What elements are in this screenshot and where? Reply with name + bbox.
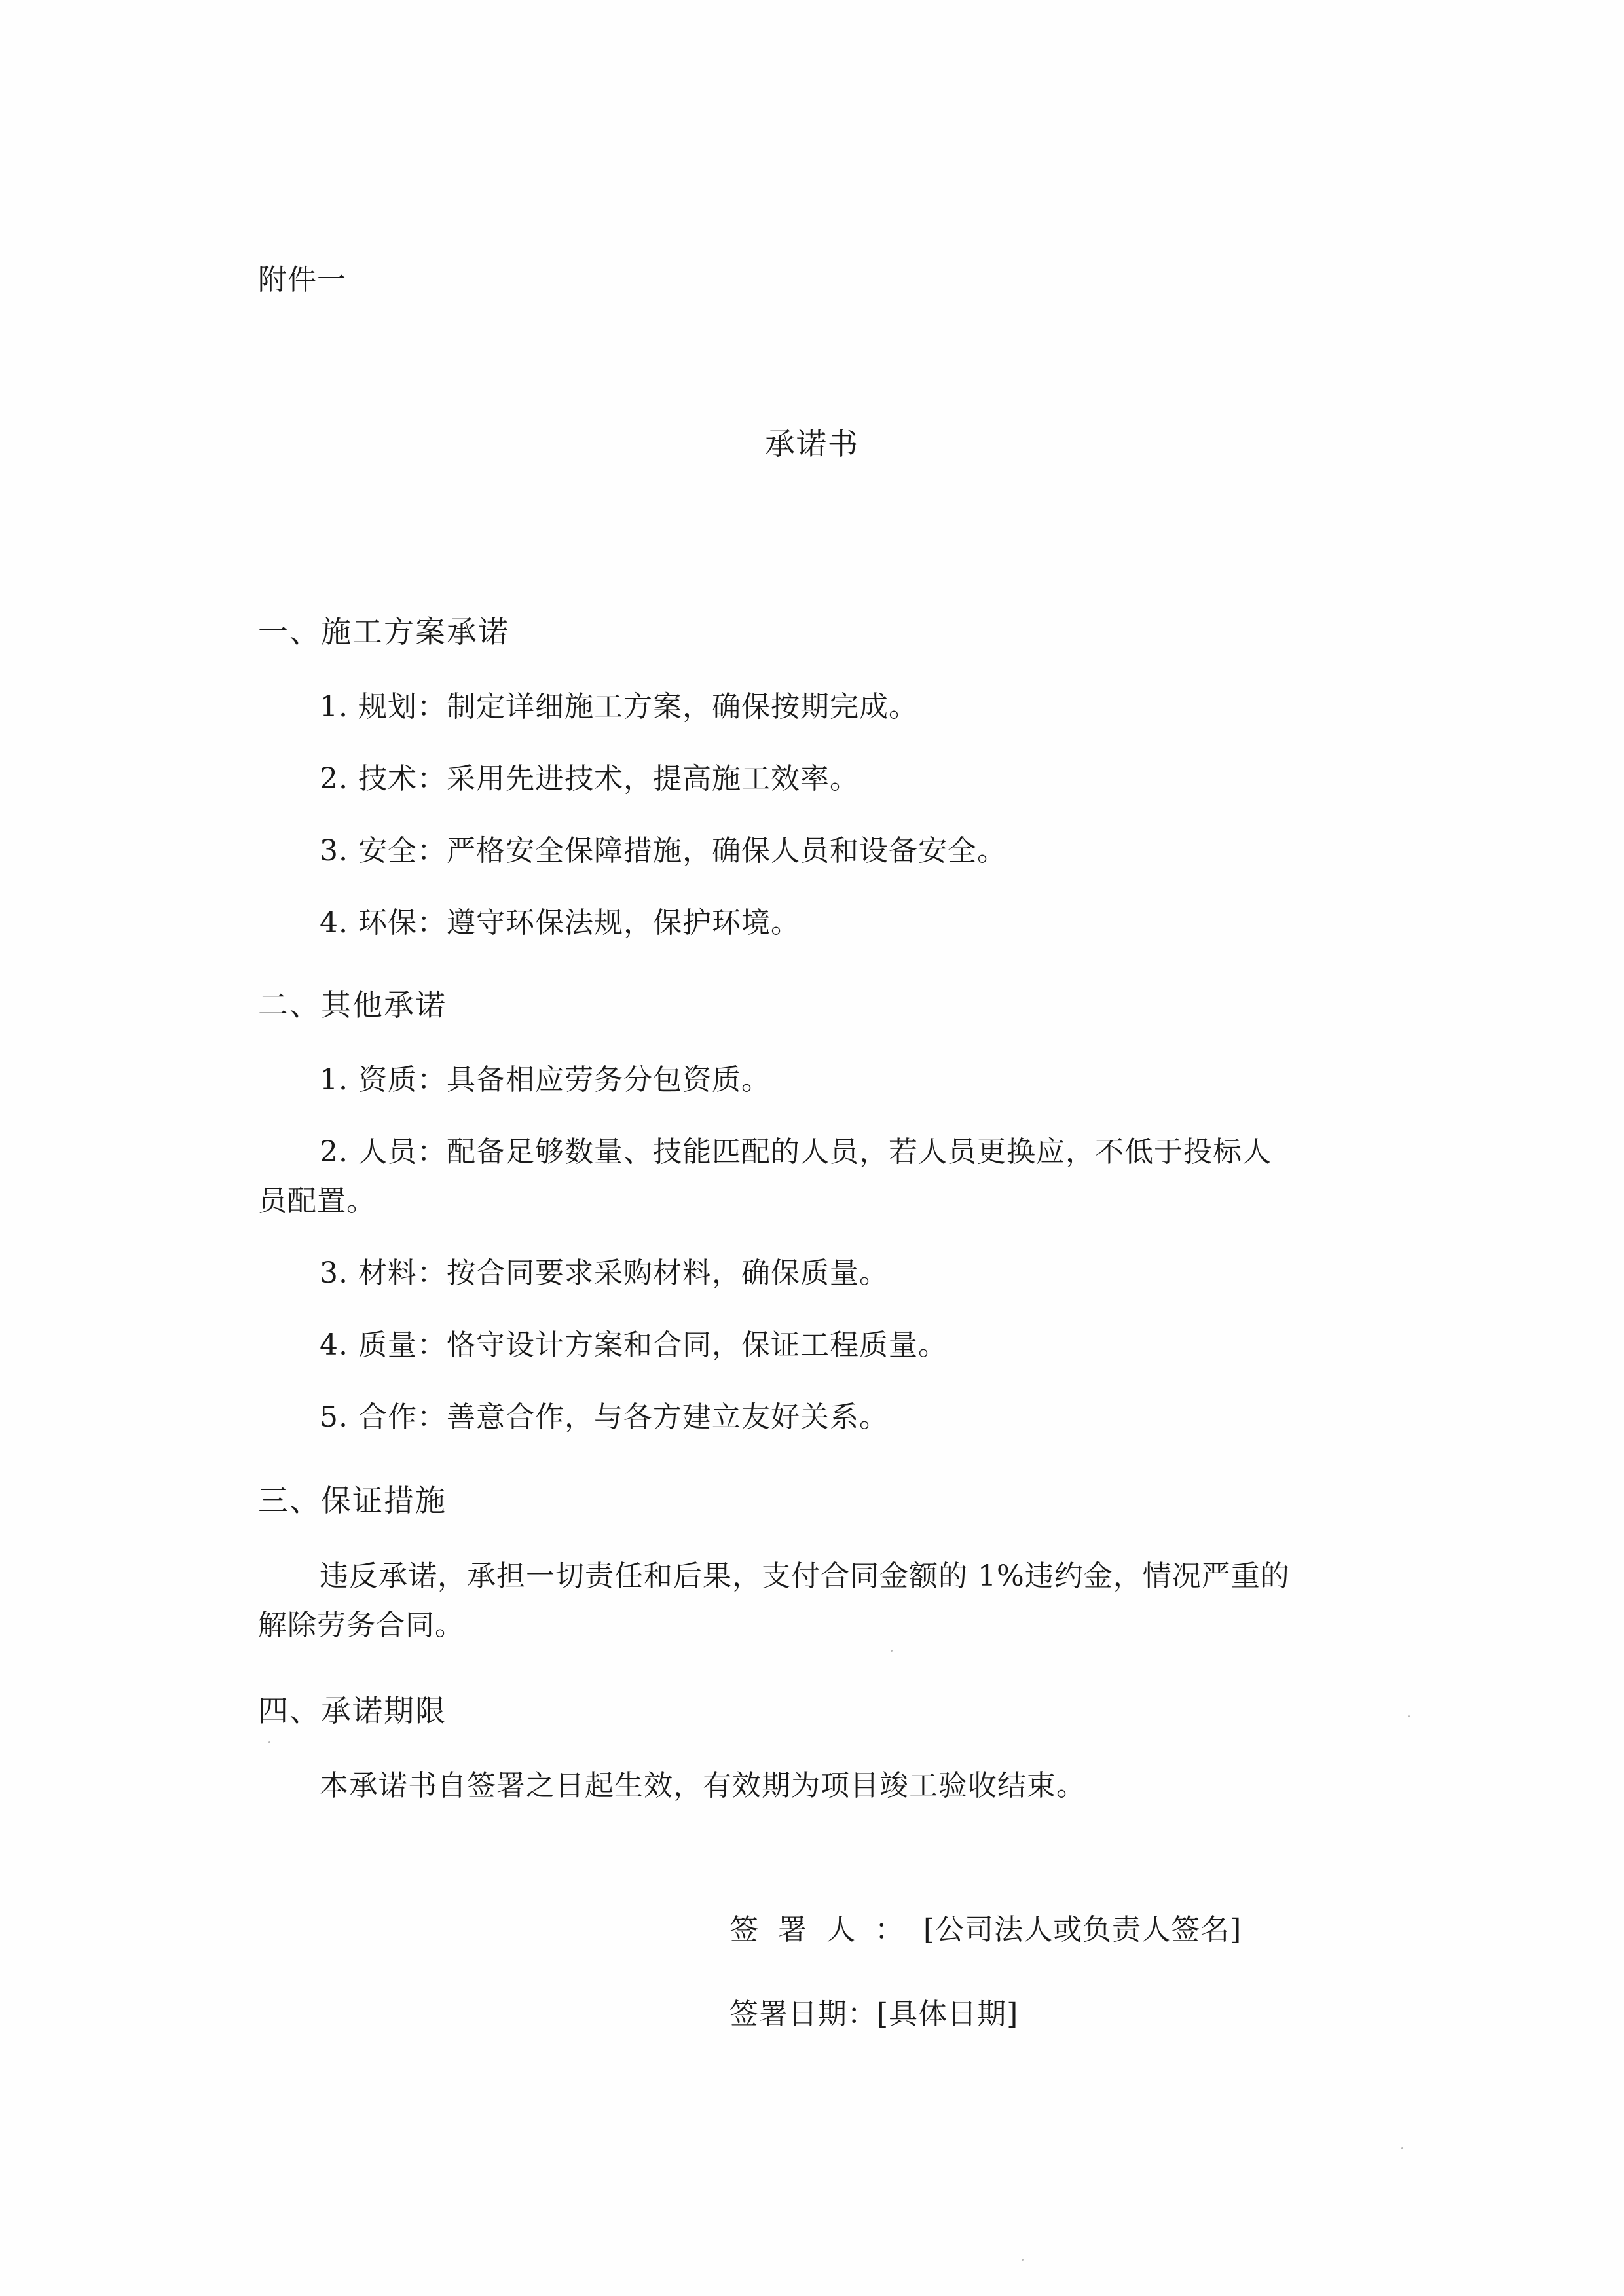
list-item: 1. 资质：具备相应劳务分包资质。 (320, 1063, 771, 1097)
scan-speck (1408, 1715, 1410, 1717)
list-item: 3. 安全：严格安全保障措施，确保人员和设备安全。 (320, 834, 1006, 867)
document-title: 承诺书 (765, 426, 859, 462)
list-item: 4. 环保：遵守环保法规，保护环境。 (320, 906, 800, 939)
list-item: 2. 人员：配备足够数量、技能匹配的人员，若人员更换应，不低于投标人 (320, 1135, 1272, 1169)
list-item: 4. 质量：恪守设计方案和合同，保证工程质量。 (320, 1328, 948, 1362)
sign-date-label: 签署日期： (729, 1997, 877, 2031)
list-item: 2. 技术：采用先进技术，提高施工效率。 (320, 762, 859, 795)
paragraph-line: 解除劳务合同。 (258, 1609, 464, 1642)
section-heading-guarantee-measures: 三、保证措施 (258, 1483, 447, 1518)
scan-speck (268, 1741, 270, 1743)
section-heading-other-commitments: 二、其他承诺 (258, 987, 447, 1023)
attachment-label: 附件一 (258, 263, 346, 297)
list-item: 3. 材料：按合同要求采购材料，确保质量。 (320, 1256, 889, 1290)
section-heading-commitment-period: 四、承诺期限 (258, 1693, 447, 1728)
paragraph-line: 本承诺书自签署之日起生效，有效期为项目竣工验收结束。 (320, 1769, 1086, 1802)
sign-date-value: [具体日期] (877, 1997, 1019, 2031)
scan-speck (891, 1650, 893, 1652)
list-item-continuation: 员配置。 (258, 1184, 376, 1218)
scan-speck (1401, 2147, 1403, 2149)
section-heading-construction-plan: 一、施工方案承诺 (258, 614, 509, 649)
paragraph-line: 违反承诺，承担一切责任和后果，支付合同金额的 1%违约金，情况严重的 (320, 1559, 1290, 1593)
list-item: 5. 合作：善意合作，与各方建立友好关系。 (320, 1400, 889, 1434)
signer-line (729, 1910, 1242, 1950)
list-item: 1. 规划：制定详细施工方案，确保按期完成。 (320, 690, 918, 723)
signer-label: 签署人： (729, 1913, 923, 1946)
sign-date-line (729, 1995, 1018, 2034)
scan-speck (1022, 2259, 1024, 2261)
signer-value: [公司法人或负责人签名] (923, 1913, 1242, 1946)
